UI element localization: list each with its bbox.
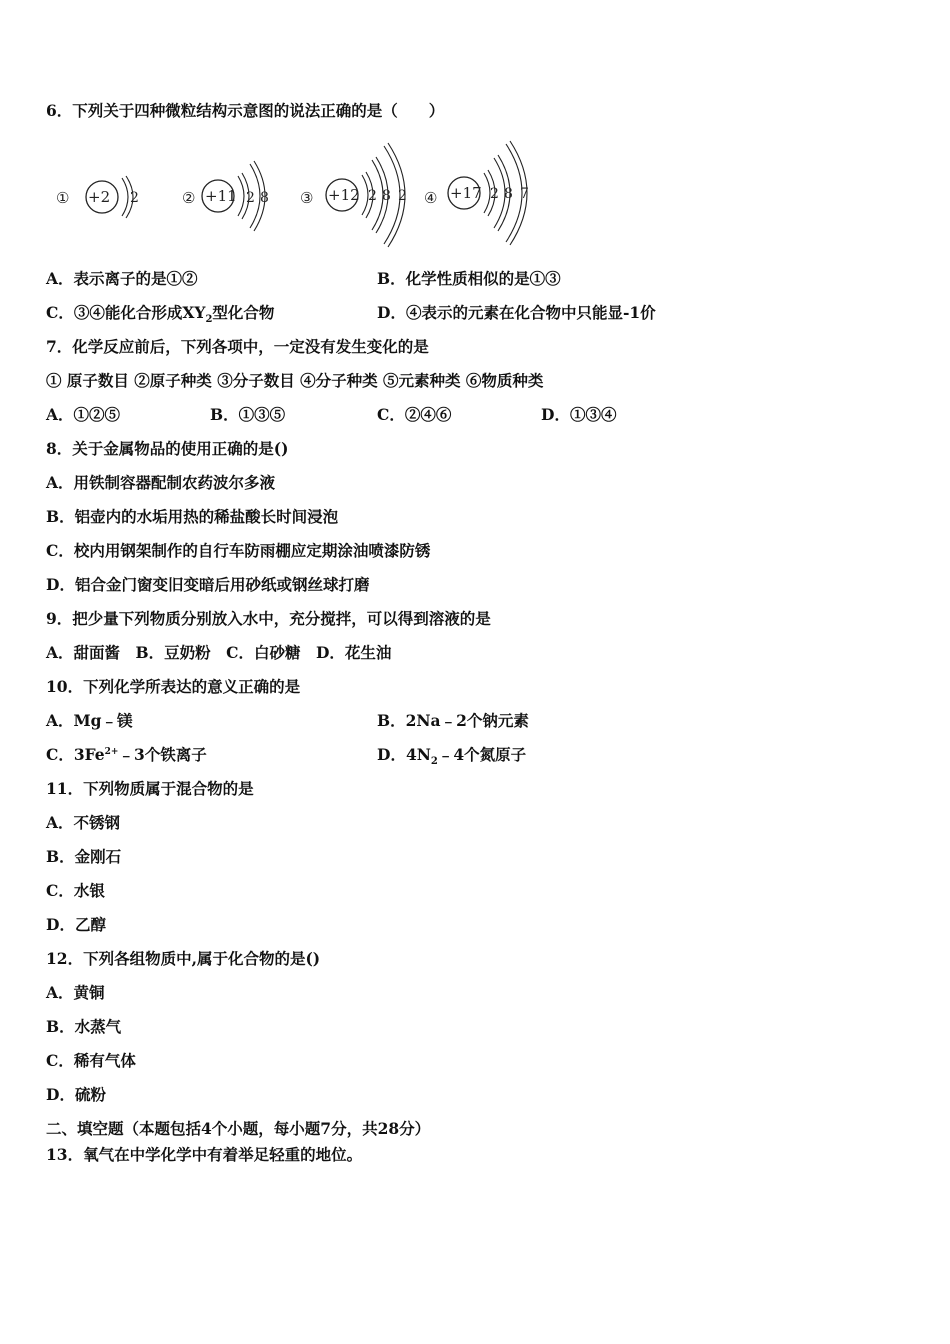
section-2-heading: 二、填空题（本题包括4个小题，每小题7分，共28分） (46, 1119, 431, 1138)
diagram-4-shell-2: 8 (504, 186, 513, 202)
q11-option-b: B．金刚石 (46, 847, 122, 866)
q12-option-b: B．水蒸气 (46, 1017, 122, 1036)
diagram-3-shell-3: 2 (398, 188, 407, 204)
diagram-2-nucleus: +11 (205, 187, 237, 205)
diagram-1 (56, 176, 139, 218)
atomic-structure-diagrams (50, 140, 550, 252)
diagram-3-shell-1: 2 (368, 188, 377, 204)
diagram-3-nucleus: +12 (328, 186, 360, 204)
q9-options: A．甜面酱 B．豆奶粉 C．白砂糖 D．花生油 (46, 643, 392, 662)
q7-option-b: B．①③⑤ (210, 405, 286, 424)
q12-option-c: C．稀有气体 (46, 1051, 136, 1070)
q10-option-a: A．Mg﹣镁 (46, 711, 133, 730)
q11-option-a: A．不锈钢 (46, 813, 121, 832)
q6-option-d: D．④表示的元素在化合物中只能显-1价 (377, 303, 656, 322)
q10-option-d: D．$4N_2﹣4$个氮原子 (377, 745, 527, 768)
q12-stem: 12．下列各组物质中,属于化合物的是() (46, 949, 321, 968)
diagram-1-label: ① (56, 189, 70, 207)
diagram-4 (424, 141, 529, 245)
diagram-3-label: ③ (300, 189, 314, 207)
diagram-4-shell-3: 7 (520, 186, 529, 202)
q7-items: ① 原子数目 ②原子种类 ③分子数目 ④分子种类 ⑤元素种类 ⑥物质种类 (46, 371, 544, 390)
q7-option-d: D．①③④ (541, 405, 617, 424)
diagram-4-label: ④ (424, 189, 438, 207)
q12-option-a: A．黄铜 (46, 983, 105, 1002)
diagram-4-shell-1: 2 (490, 186, 499, 202)
diagram-1-nucleus: +2 (88, 188, 111, 206)
q8-stem: 8．关于金属物品的使用正确的是() (46, 439, 289, 458)
diagram-2-shell-1: 2 (246, 190, 255, 206)
q7-option-a: A．①②⑤ (46, 405, 121, 424)
q11-stem: 11．下列物质属于混合物的是 (46, 779, 254, 798)
q10-option-b: B．2Na﹣2个钠元素 (377, 711, 529, 730)
q6-stem: 6．下列关于四种微粒结构示意图的说法正确的是（ ） (46, 101, 445, 120)
diagram-2 (182, 161, 269, 231)
diagram-4-nucleus: +17 (450, 184, 482, 202)
q10-stem: 10．下列化学所表达的意义正确的是 (46, 677, 301, 696)
q12-option-d: D．硫粉 (46, 1085, 106, 1104)
diagram-1-shell-1: 2 (130, 190, 139, 206)
diagram-2-label: ② (182, 189, 196, 207)
q11-option-d: D．乙醇 (46, 915, 106, 934)
diagram-2-shell-2: 8 (260, 190, 269, 206)
diagram-3-shell-2: 8 (382, 188, 391, 204)
q8-option-a: A．用铁制容器配制农药波尔多液 (46, 473, 276, 492)
q6-option-a: A．表示离子的是①② (46, 269, 198, 288)
q8-option-b: B．铝壶内的水垢用热的稀盐酸长时间浸泡 (46, 507, 339, 526)
q13-stem: 13．氧气在中学化学中有着举足轻重的地位。 (46, 1145, 363, 1164)
q10-option-c: C．$3Fe^{2+}﹣3$个铁离子 (46, 745, 207, 764)
diagram-3 (300, 143, 407, 247)
q6-option-c: C．③④能化合形成$XY_2$型化合物 (46, 303, 275, 326)
q11-option-c: C．水银 (46, 881, 105, 900)
q7-stem: 7．化学反应前后，下列各项中，一定没有发生变化的是 (46, 337, 429, 356)
q8-option-c: C．校内用钢架制作的自行车防雨棚应定期涂油喷漆防锈 (46, 541, 431, 560)
q6-option-b: B．化学性质相似的是①③ (377, 269, 561, 288)
q7-option-c: C．②④⑥ (377, 405, 452, 424)
q8-option-d: D．铝合金门窗变旧变暗后用砂纸或钢丝球打磨 (46, 575, 370, 594)
q9-stem: 9．把少量下列物质分别放入水中，充分搅拌，可以得到溶液的是 (46, 609, 491, 628)
